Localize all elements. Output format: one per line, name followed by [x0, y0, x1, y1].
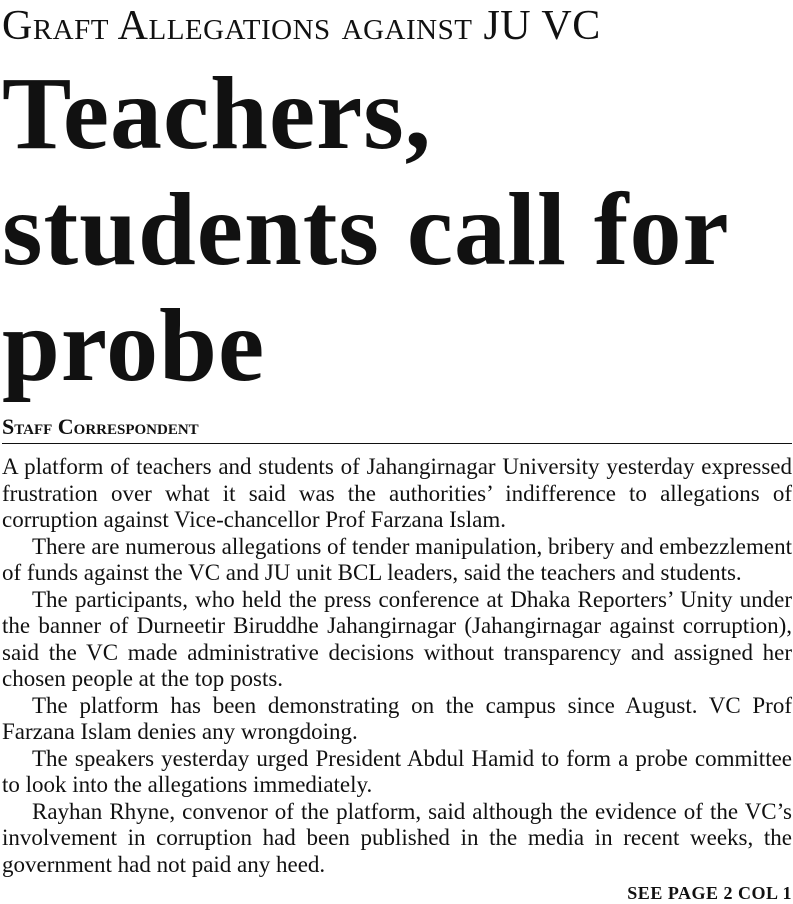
- article-paragraph: There are numerous allegations of tender manipulation, bribery and embezzlement of funds against the VC and JU unit BCL leaders, said the teachers and students.: [2, 533, 792, 585]
- article-paragraph: Rayhan Rhyne, convenor of the platform, said although the evidence of the VC’s involvement in corruption had been published in the media in recent weeks, the government had not paid any heed.: [2, 798, 792, 877]
- article-paragraph: A platform of teachers and students of Jahangirnagar University yesterday expressed frustration over what it said was the authorities’ indifference to allegations of corruption against Vice-chancellor Prof Farzana Islam.: [2, 454, 792, 532]
- article-kicker: Graft Allegations against JU VC: [2, 3, 601, 49]
- article-body: [2, 454, 792, 878]
- continuation-link[interactable]: SEE PAGE 2 COL 1: [627, 883, 792, 903]
- article-paragraph: The platform has been demonstrating on the campus since August. VC Prof Farzana Islam denies any wrongdoing.: [2, 692, 792, 744]
- article-paragraph: The participants, who held the press conference at Dhaka Reporters’ Unity under the banner of Durneetir Biruddhe Jahangirnagar (Jahangirnagar against corruption), said the VC made administrative decisions without transparency and assigned her chosen people at the top posts.: [2, 586, 792, 691]
- byline-divider: [2, 443, 792, 444]
- article-headline: Teachers, students call for probe: [2, 56, 728, 403]
- article-byline: Staff Correspondent: [2, 414, 199, 439]
- article-paragraph: The speakers yesterday urged President Abdul Hamid to form a probe committee to look into the allegations immediately.: [2, 745, 792, 797]
